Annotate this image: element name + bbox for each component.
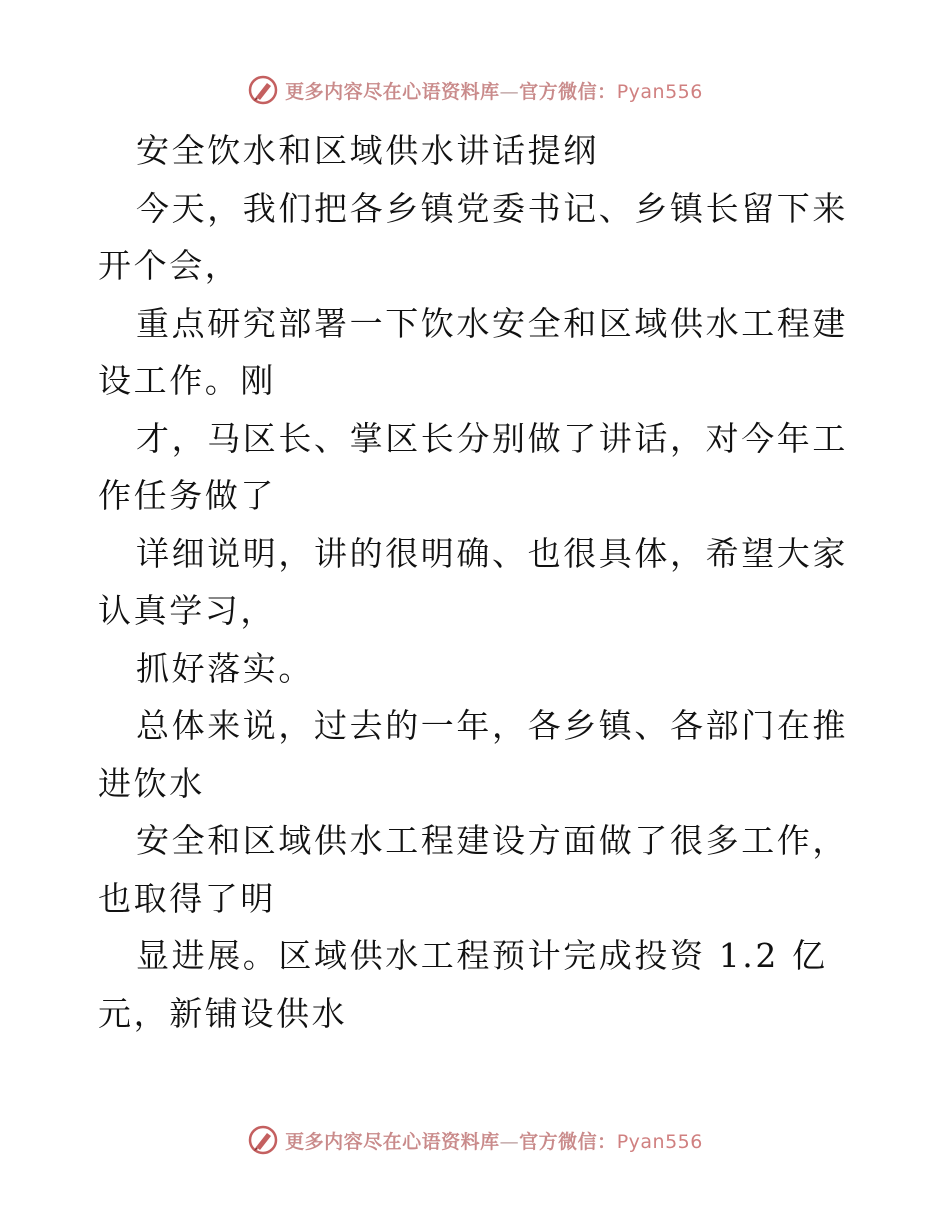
watermark-dash: — [499,80,520,103]
paragraph: 安全和区域供水工程建设方面做了很多工作，也取得了明 [98,821,848,918]
paragraph: 总体来说，过去的一年，各乡镇、各部门在推进饮水 [98,706,848,803]
paragraph: 显进展。区域供水工程预计完成投资 1.2 亿元，新铺设供水 [98,936,828,1033]
header-watermark [0,70,950,110]
watermark-inner [247,1124,703,1156]
watermark-text [285,1127,703,1154]
watermark-inner [247,74,703,106]
paragraph: 重点研究部署一下饮水安全和区域供水工程建设工作。刚 [98,303,848,400]
watermark-dash: — [499,1130,520,1153]
watermark-text [285,77,703,104]
watermark-main-text: 更多内容尽在心语资料库 [285,1130,500,1153]
watermark-id: Pyan556 [616,1130,703,1153]
pen-logo-icon [247,74,279,106]
watermark-main-text: 更多内容尽在心语资料库 [285,80,500,103]
paragraph: 详细说明，讲的很明确、也很具体，希望大家认真学习， [98,533,848,630]
footer-watermark [0,1120,950,1160]
document-title: 安全饮水和区域供水讲话提纲 [136,131,599,170]
paragraph: 抓好落实。 [136,648,314,688]
paragraph: 才，马区长、掌区长分别做了讲话，对今年工作任务做了 [98,418,848,515]
watermark-official-label: 官方微信： [519,1130,617,1153]
document-body [98,122,852,1042]
watermark-id: Pyan556 [616,80,703,103]
pen-logo-icon [247,1124,279,1156]
paragraph: 今天，我们把各乡镇党委书记、乡镇长留下来开个会， [98,188,848,285]
watermark-official-label: 官方微信： [519,80,617,103]
